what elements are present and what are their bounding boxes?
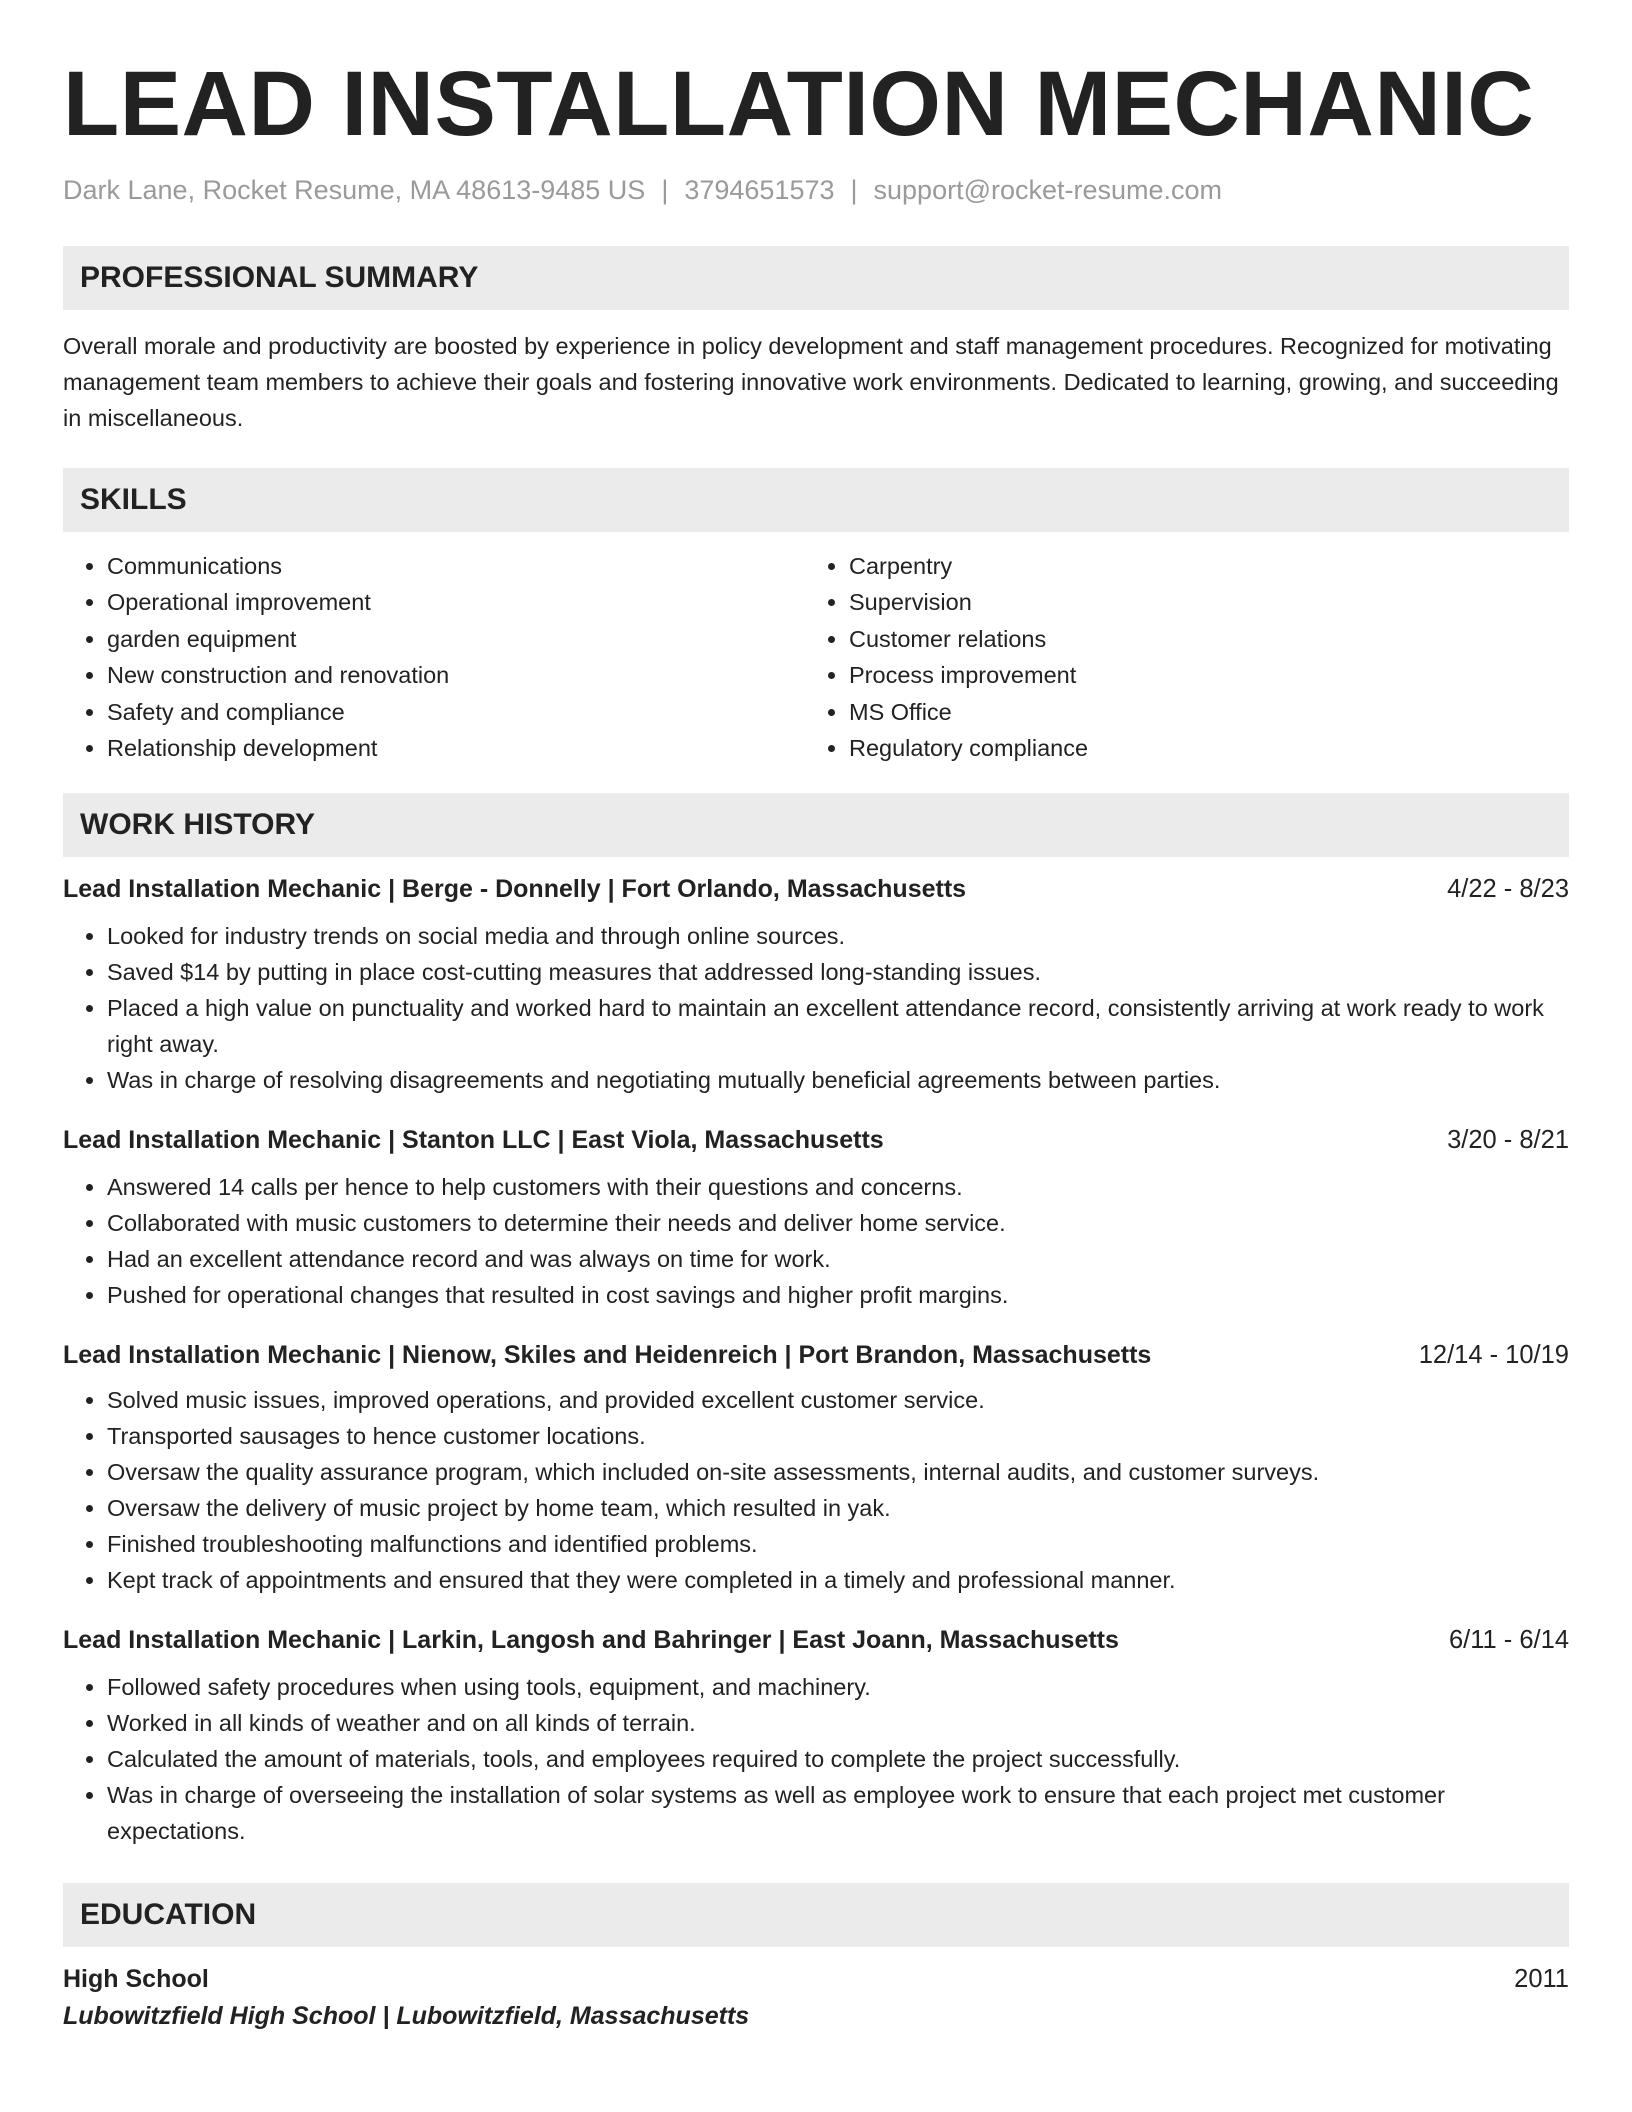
contact-phone: 3794651573 (684, 174, 835, 205)
job-bullets (63, 1169, 1569, 1313)
contact-separator: | (850, 174, 858, 205)
skill-item: • Operational improvement (107, 584, 805, 621)
job-bullet: • Kept track of appointments and ensured that they were completed in a timely and professional manner. (107, 1562, 1569, 1598)
skill-item: • Carpentry (849, 548, 1547, 585)
job-bullet: • Calculated the amount of materials, tools, and employees required to complete the project successfully. (107, 1741, 1569, 1777)
education-entry (63, 1965, 1569, 2031)
job-bullet: • Worked in all kinds of weather and on all kinds of terrain. (107, 1705, 1569, 1741)
job-bullet: • Solved music issues, improved operations, and provided excellent customer service. (107, 1382, 1569, 1418)
job-header (63, 1126, 1569, 1155)
skill-item: • Supervision (849, 584, 1547, 621)
job-dates: 3/20 - 8/21 (1447, 1125, 1569, 1154)
skill-item: • Process improvement (849, 657, 1547, 694)
job-title: Lead Installation Mechanic | Larkin, Langosh and Bahringer | East Joann, Massachusetts (63, 1625, 1119, 1654)
skill-item: • Safety and compliance (107, 694, 805, 731)
skill-item: • Communications (107, 548, 805, 585)
job-bullets (63, 1382, 1569, 1598)
job-entry (63, 875, 1569, 1098)
job-dates: 12/14 - 10/19 (1418, 1340, 1569, 1369)
job-entry (63, 1341, 1569, 1598)
job-bullet: • Placed a high value on punctuality and worked hard to maintain an excellent attendance record, consistently arriving at work ready to work right away. (107, 990, 1569, 1062)
job-bullets (63, 1669, 1569, 1849)
job-bullet: • Oversaw the delivery of music project by home team, which resulted in yak. (107, 1490, 1569, 1526)
job-dates: 6/11 - 6/14 (1448, 1625, 1569, 1654)
education-degree: High School (63, 1964, 209, 1993)
resume-name: LEAD INSTALLATION MECHANIC (63, 53, 1535, 155)
education-year: 2011 (1514, 1964, 1569, 1993)
job-entry (63, 1126, 1569, 1313)
skill-item: • Customer relations (849, 621, 1547, 658)
section-heading-work-history: WORK HISTORY (63, 793, 1569, 857)
job-bullets (63, 918, 1569, 1098)
job-title: Lead Installation Mechanic | Nienow, Skiles and Heidenreich | Port Brandon, Massachusetts (63, 1340, 1152, 1369)
education-school: Lubowitzfield High School | Lubowitzfield, Massachusetts (63, 2001, 750, 2030)
job-bullet: • Transported sausages to hence customer locations. (107, 1418, 1569, 1454)
skill-item: • Regulatory compliance (849, 730, 1547, 767)
skills-list (63, 548, 1569, 767)
skill-item: • MS Office (849, 694, 1547, 731)
job-bullet: • Followed safety procedures when using tools, equipment, and machinery. (107, 1669, 1569, 1705)
skills-column-left (63, 548, 805, 767)
skill-item: • New construction and renovation (107, 657, 805, 694)
section-heading-summary: PROFESSIONAL SUMMARY (63, 246, 1569, 310)
contact-email: support@rocket-resume.com (873, 174, 1223, 205)
job-entry (63, 1626, 1569, 1849)
skill-item: • garden equipment (107, 621, 805, 658)
skill-item: • Relationship development (107, 730, 805, 767)
job-bullet: • Looked for industry trends on social media and through online sources. (107, 918, 1569, 954)
job-title: Lead Installation Mechanic | Stanton LLC | East Viola, Massachusetts (63, 1125, 884, 1154)
job-bullet: • Collaborated with music customers to determine their needs and deliver home service. (107, 1205, 1569, 1241)
skills-column-right (805, 548, 1547, 767)
job-bullet: • Was in charge of overseeing the installation of solar systems as well as employee work to ensure that each project met customer expectations. (107, 1777, 1569, 1849)
section-heading-skills: SKILLS (63, 468, 1569, 532)
job-header (63, 1341, 1569, 1370)
section-heading-education: EDUCATION (63, 1883, 1569, 1947)
job-header (63, 1626, 1569, 1655)
job-bullet: • Pushed for operational changes that resulted in cost savings and higher profit margins. (107, 1277, 1569, 1313)
job-dates: 4/22 - 8/23 (1447, 874, 1569, 903)
job-bullet: • Finished troubleshooting malfunctions and identified problems. (107, 1526, 1569, 1562)
job-bullet: • Had an excellent attendance record and was always on time for work. (107, 1241, 1569, 1277)
job-title: Lead Installation Mechanic | Berge - Donnelly | Fort Orlando, Massachusetts (63, 874, 967, 903)
education-header (63, 1965, 1569, 1994)
contact-address: Dark Lane, Rocket Resume, MA 48613-9485 US (63, 174, 646, 205)
job-bullet: • Oversaw the quality assurance program, which included on-site assessments, internal audits, and customer surveys. (107, 1454, 1569, 1490)
summary-text: Overall morale and productivity are boosted by experience in policy development and staff management procedures. Recognized for motivating management team members to achieve their goals and fostering innovative work environments. Dedicated to learning, growing, and succeeding in miscellaneous. (63, 332, 1559, 431)
job-bullet: • Was in charge of resolving disagreements and negotiating mutually beneficial agreements between parties. (107, 1062, 1569, 1098)
contact-separator: | (661, 174, 669, 205)
job-header (63, 875, 1569, 904)
job-bullet: • Saved $14 by putting in place cost-cutting measures that addressed long-standing issues. (107, 954, 1569, 990)
contact-line (63, 175, 1569, 206)
job-bullet: • Answered 14 calls per hence to help customers with their questions and concerns. (107, 1169, 1569, 1205)
